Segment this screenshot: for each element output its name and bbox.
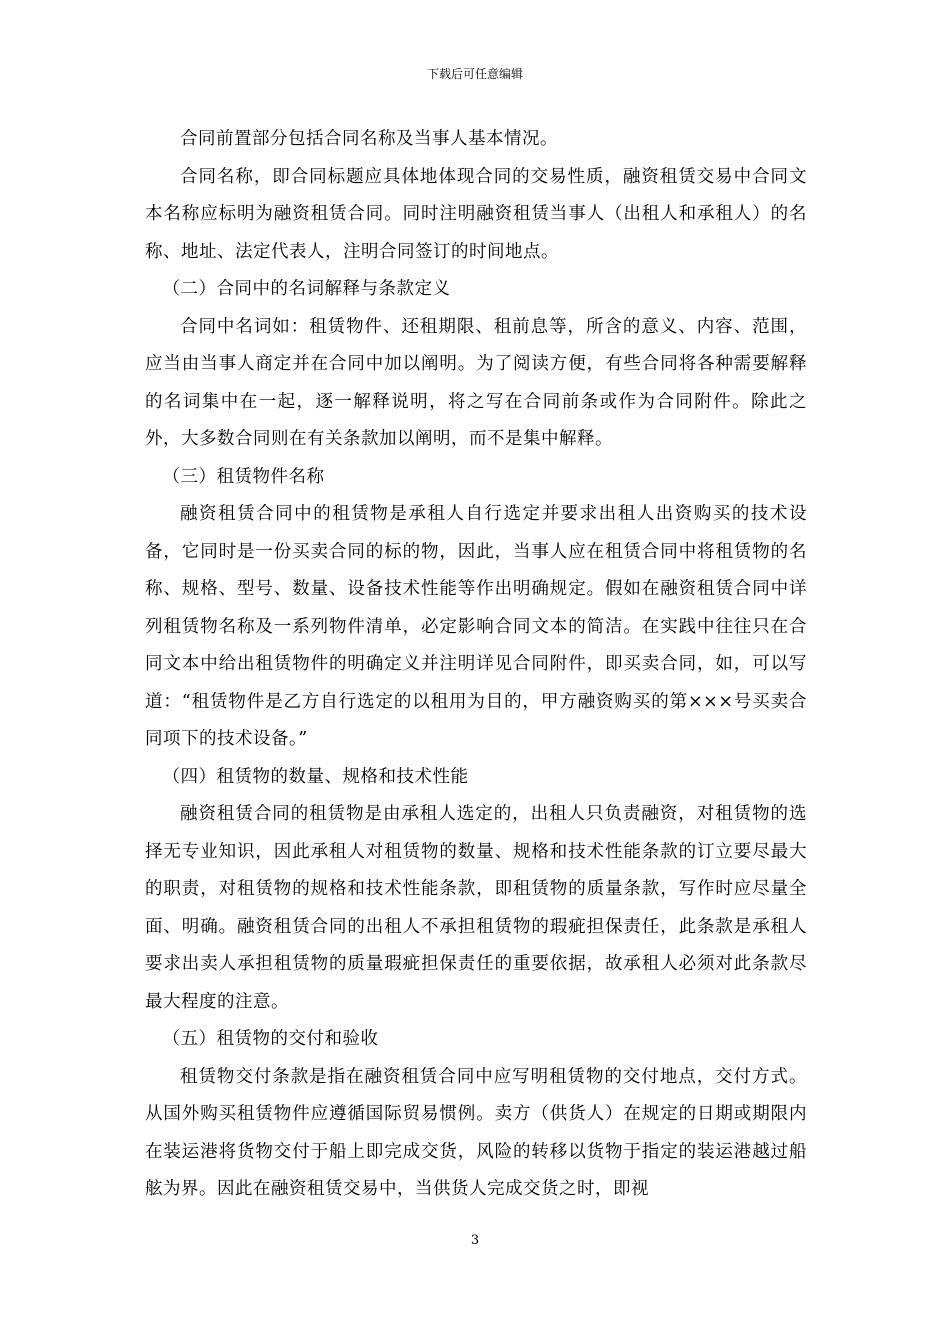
paragraph-terms-definition: 合同中名词如：租赁物件、还租期限、租前息等，所含的意义、内容、范围，应当由当事人商定并在合同中加以阐明。为了阅读方便，有些合同将各种需要解释的名词集中在一起，逐一解释说明，将之写在合同前条或作为合同附件。除此之外，大多数合同则在有关条款加以阐明，而不是集中解释。 bbox=[145, 316, 807, 449]
paragraph-quantity-specs: 融资租赁合同的租赁物是由承租人选定的，出租人只负责融资，对租赁物的选择无专业知识，因此承租人对租赁物的数量、规格和技术性能条款的订立要尽最大的职责，对租赁物的规格和技术性能条款，即租赁物的质量条款，写作时应尽量全面、明确。融资租赁合同的出租人不承担租赁物的瑕疵担保责任，此条款是承租人要求出卖人承担租赁物的质量瑕疵担保责任的重要依据，故承租人必须对此条款尽最大程度的注意。 bbox=[145, 804, 807, 1012]
section-heading-4: （四）租赁物的数量、规格和技术性能 bbox=[162, 766, 469, 787]
section-heading-5: （五）租赁物的交付和验收 bbox=[162, 1029, 379, 1049]
page-header: 下载后可任意编辑 bbox=[426, 67, 523, 81]
page-number: 3 bbox=[470, 1233, 480, 1248]
section-heading-3: （三）租赁物件名称 bbox=[162, 466, 325, 487]
section-heading-2: （二）合同中的名词解释与条款定义 bbox=[162, 279, 451, 299]
paragraph-contract-name: 合同名称，即合同标题应具体地体现合同的交易性质，融资租赁交易中合同文本名称应标明为融资租赁合同。同时注明融资租赁当事人（出租人和承租人）的名称、地址、法定代表人，注明合同签订的时间地点。 bbox=[145, 166, 807, 262]
paragraph-preface: 合同前置部分包括合同名称及当事人基本情况。 bbox=[180, 129, 558, 149]
paragraph-leased-item-name: 融资租赁合同中的租赁物是承租人自行选定并要求出租人出资购买的技术设备，它同时是一份买卖合同的标的物，因此，当事人应在租赁合同中将租赁物的名称、规格、型号、数量、设备技术性能等作出明确规定。假如在融资租赁合同中详列租赁物名称及一系列物件清单，必定影响合同文本的简洁。在实践中往往只在合同文本中给出租赁物件的明确定义并注明详见合同附件，即买卖合同，如，可以写道：“租赁物件是乙方自行选定的以租用为目的，甲方融资购买的第×××号买卖合同项下的技术设备。” bbox=[145, 504, 807, 749]
paragraph-delivery: 租赁物交付条款是指在融资租赁合同中应写明租赁物的交付地点，交付方式。从国外购买租赁物件应遵循国际贸易惯例。卖方（供货人）在规定的日期或期限内在装运港将货物交付于船上即完成交货，风险的转移以货物于指定的装运港越过船舷为界。因此在融资租赁交易中，当供货人完成交货之时，即视 bbox=[145, 1066, 807, 1199]
document-body bbox=[145, 121, 807, 1209]
